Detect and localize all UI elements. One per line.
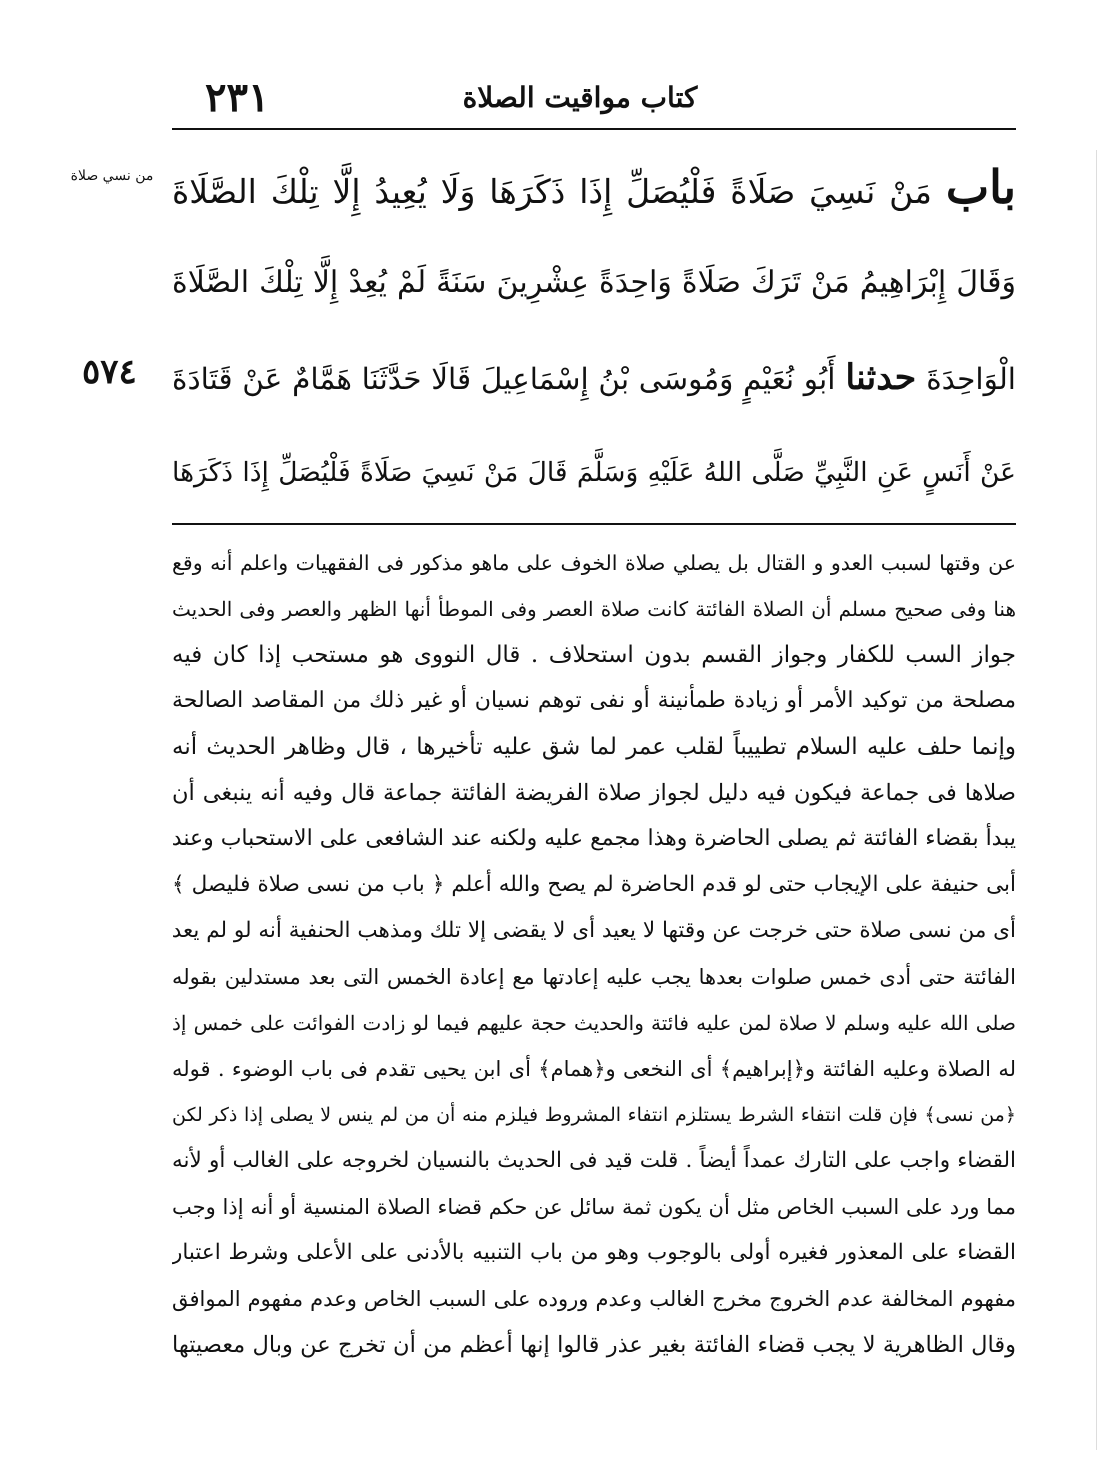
header-rule: [172, 128, 1016, 130]
commentary-rule: [172, 523, 1016, 525]
commentary-line: الفائتة حتى أدى خمس صلوات بعدها يجب عليه إعادتها مع إعادة الخمس التى بعد مستدلين بقوله: [172, 965, 1016, 989]
commentary-line: هنا وفى صحيح مسلم أن الصلاة الفائتة كانت صلاة العصر وفى الموطأ أنها الظهر والعصر وفى الحديث: [172, 597, 1016, 621]
commentary-line: مما ورد على السبب الخاص مثل أن يكون ثمة سائل عن حكم قضاء الصلاة المنسية أو أنه إذا وجب: [172, 1195, 1016, 1219]
commentary-line: عن وقتها لسبب العدو و القتال بل يصلي صلاة الخوف على ماهو مذكور فى الفقهيات واعلم أنه وقع: [172, 551, 1016, 575]
commentary-line: له الصلاة وعليه الفائتة و﴿إبراهيم﴾ أى النخعى و﴿همام﴾ أى ابن يحيى تقدم فى باب الوضوء . قوله: [172, 1057, 1016, 1081]
main-line-3-start: الْوَاحِدَةَ: [926, 362, 1016, 396]
commentary-line: جواز السب للكفار وجواز القسم بدون استحلاف . قال النووى هو مستحب إذا كان فيه: [172, 642, 1016, 668]
commentary-line: أى من نسى صلاة حتى خرجت عن وقتها لا يعيد أى لا يقضى إلا تلك ومذهب الحنفية أنه لو لم يعد: [172, 918, 1016, 943]
commentary-line: وإنما حلف عليه السلام تطييباً لقلب عمر لما شق عليه تأخيرها ، قال وظاهر الحديث أنه: [172, 734, 1016, 760]
commentary-line: يبدأ بقضاء الفائتة ثم يصلى الحاضرة وهذا مجمع عليه ولكنه عند الشافعى على الاستحباب وعند: [172, 826, 1016, 851]
scan-edge: [1096, 150, 1097, 1450]
page-number: ٢٣١: [205, 74, 270, 121]
hadathana-word: حدثنا: [845, 357, 917, 398]
margin-chapter-note: من نسي صلاة: [70, 168, 154, 184]
hadith-number: ٥٧٤: [82, 352, 137, 392]
commentary-line: مفهوم المخالفة عدم الخروج مخرج الغالب وعدم وروده على السبب الخاص وعدم مفهوم الموافق: [172, 1287, 1016, 1311]
main-line-2: وَقَالَ إِبْرَاهِيمُ مَنْ تَرَكَ صَلَاةً وَاحِدَةً عِشْرِينَ سَنَةً لَمْ يُعِدْ إِلَّا تِلْكَ الصَّلَاةَ: [172, 265, 1016, 300]
commentary-line: وقال الظاهرية لا يجب قضاء الفائتة بغير عذر قالوا إنها أعظم من أن تخرج عن وبال معصيتها: [172, 1332, 1016, 1358]
commentary-line: صلى الله عليه وسلم لا صلاة لمن عليه فائتة والحديث حجة عليهم فيما لو زادت الفوائت على خمس إذ: [172, 1011, 1016, 1035]
commentary-line: ﴿من نسى﴾ فإن قلت انتفاء الشرط يستلزم انتفاء المشروط فيلزم منه أن من لم ينس لا يصلى إذا ذكر لكن: [172, 1104, 1016, 1126]
main-text: [172, 140, 1016, 520]
main-line-3: [172, 330, 1016, 425]
commentary: [172, 540, 1016, 1368]
main-line-1: [172, 140, 1016, 235]
chapter-title: مَنْ نَسِيَ صَلَاةً فَلْيُصَلِّ إِذَا ذَكَرَهَا وَلَا يُعِيدُ إِلَّا تِلْكَ الصَّلَاةَ: [172, 172, 932, 211]
commentary-line: أبى حنيفة على الإيجاب حتى لو قدم الحاضرة لم يصح والله أعلم ﴿ باب من نسى صلاة فليصل ﴾: [172, 872, 1016, 897]
main-line-4: عَنْ أَنَسٍ عَنِ النَّبِيِّ صَلَّى اللهُ عَلَيْهِ وَسَلَّمَ قَالَ مَنْ نَسِيَ صَلَاةً فَلْيُصَلِّ إِذَا ذَكَرَهَا: [172, 457, 1016, 488]
commentary-line: مصلحة من توكيد الأمر أو زيادة طمأنينة أو نفى توهم نسيان أو غير ذلك من المقاصد الصالحة: [172, 688, 1016, 713]
main-line-3-end: أَبُو نُعَيْمٍ وَمُوسَى بْنُ إِسْمَاعِيلَ قَالَا حَدَّثَنَا هَمَّامٌ عَنْ قَتَادَةَ: [172, 362, 836, 396]
commentary-line: القضاء واجب على التارك عمداً أيضاً . قلت قيد فى الحديث بالنسيان لخروجه على الغالب أو لأنه: [172, 1148, 1016, 1173]
running-title: كتاب مواقيت الصلاة: [462, 81, 698, 114]
commentary-line: صلاها فى جماعة فيكون فيه دليل لجواز صلاة الفريضة الفائتة جماعة قال وفيه أنه ينبغى أن: [172, 780, 1016, 806]
commentary-line: القضاء على المعذور فغيره أولى بالوجوب وهو من باب التنبيه بالأدنى على الأعلى وشرط اعتبار: [172, 1240, 1016, 1265]
bab-heading: باب: [945, 160, 1016, 214]
